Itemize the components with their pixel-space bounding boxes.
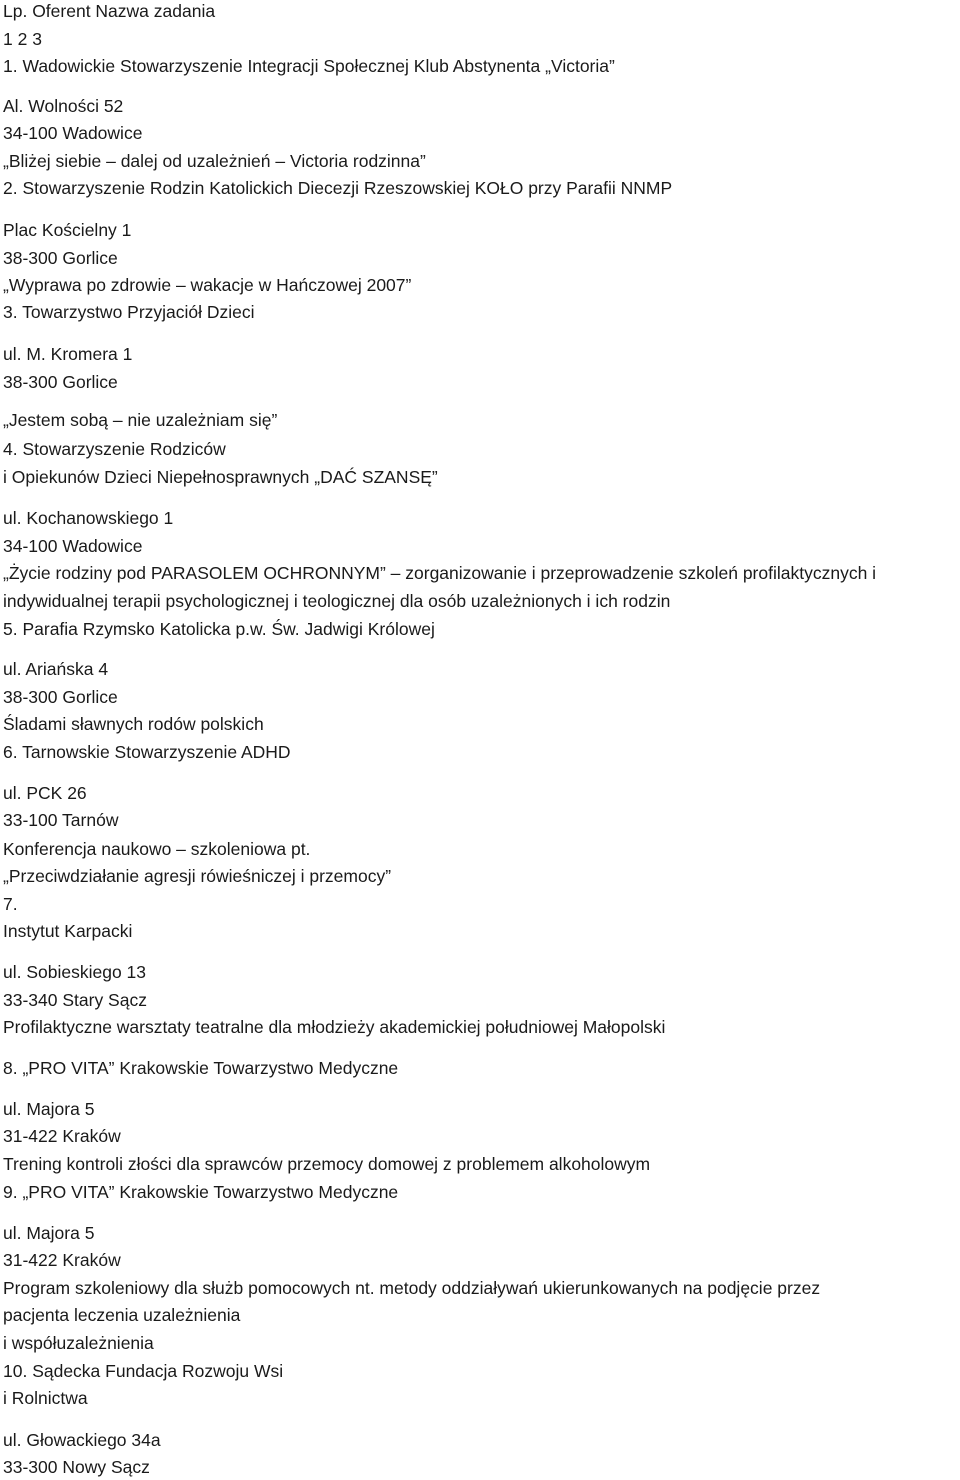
header-columns: Lp. Oferent Nazwa zadania — [3, 1, 216, 21]
entry-6-address-street: ul. PCK 26 — [3, 783, 87, 803]
entry-3-address-street: ul. M. Kromera 1 — [3, 344, 133, 364]
entry-8-title: 8. „PRO VITA” Krakowskie Towarzystwo Medyczne — [3, 1058, 399, 1078]
header-numbers: 1 2 3 — [3, 29, 42, 49]
entry-1-title: 1. Wadowickie Stowarzyszenie Integracji Społecznej Klub Abstynenta „Victoria” — [3, 56, 615, 76]
entry-5-task: Śladami sławnych rodów polskich — [3, 714, 264, 734]
entry-3-title: 3. Towarzystwo Przyjaciół Dzieci — [3, 302, 255, 322]
entry-5-address-city: 38-300 Gorlice — [3, 687, 118, 707]
entry-4-task-line-1: „Życie rodziny pod PARASOLEM OCHRONNYM” – zorganizowanie i przeprowadzenie szkoleń profilaktycznych i — [3, 563, 877, 583]
entry-9-address-street: ul. Majora 5 — [3, 1223, 95, 1243]
entry-2-address-street: Plac Kościelny 1 — [3, 220, 132, 240]
entry-10-title: 10. Sądecka Fundacja Rozwoju Wsi — [3, 1361, 284, 1381]
entry-4-address-city: 34-100 Wadowice — [3, 536, 143, 556]
entry-7-address-street: ul. Sobieskiego 13 — [3, 962, 147, 982]
entry-7-address-city: 33-340 Stary Sącz — [3, 990, 147, 1010]
entry-6-task-line-1: Konferencja naukowo – szkoleniowa pt. — [3, 839, 311, 859]
entry-9-address-city: 31-422 Kraków — [3, 1250, 121, 1270]
entry-9-task-line-1: Program szkoleniowy dla służb pomocowych nt. metody oddziaływań ukierunkowanych na podjęcie przez — [3, 1278, 821, 1298]
entry-6-title: 6. Tarnowskie Stowarzyszenie ADHD — [3, 742, 291, 762]
entry-2-address-city: 38-300 Gorlice — [3, 248, 118, 268]
entry-4-title: 4. Stowarzyszenie Rodziców — [3, 439, 226, 459]
entry-10-title-cont: i Rolnictwa — [3, 1388, 88, 1408]
entry-3-address-city: 38-300 Gorlice — [3, 372, 118, 392]
entry-7-title-cont: Instytut Karpacki — [3, 921, 133, 941]
entry-3-task: „Jestem sobą – nie uzależniam się” — [3, 410, 278, 430]
entry-1-address-street: Al. Wolności 52 — [3, 96, 124, 116]
entry-8-address-city: 31-422 Kraków — [3, 1126, 121, 1146]
entry-4-title-cont: i Opiekunów Dzieci Niepełnosprawnych „DAĆ SZANSĘ” — [3, 467, 438, 487]
entry-9-task-line-2: pacjenta leczenia uzależnienia — [3, 1305, 241, 1325]
entry-1-task: „Bliżej siebie – dalej od uzależnień – Victoria rodzinna” — [3, 151, 426, 171]
entry-7-title: 7. — [3, 894, 18, 914]
entry-8-task: Trening kontroli złości dla sprawców przemocy domowej z problemem alkoholowym — [3, 1154, 651, 1174]
entry-4-task-line-2: indywidualnej terapii psychologicznej i teologicznej dla osób uzależnionych i ich rodzin — [3, 591, 671, 611]
entry-5-title: 5. Parafia Rzymsko Katolicka p.w. Św. Jadwigi Królowej — [3, 619, 435, 639]
entry-10-address-street: ul. Głowackiego 34a — [3, 1430, 161, 1450]
entry-6-task-line-2: „Przeciwdziałanie agresji rówieśniczej i przemocy” — [3, 866, 392, 886]
entry-8-address-street: ul. Majora 5 — [3, 1099, 95, 1119]
entry-5-address-street: ul. Ariańska 4 — [3, 659, 109, 679]
entry-9-task-line-3: i współuzależnienia — [3, 1333, 154, 1353]
entry-7-task: Profilaktyczne warsztaty teatralne dla młodzieży akademickiej południowej Małopolski — [3, 1017, 666, 1037]
entry-6-address-city: 33-100 Tarnów — [3, 810, 119, 830]
entry-9-title: 9. „PRO VITA” Krakowskie Towarzystwo Medyczne — [3, 1182, 399, 1202]
entry-1-address-city: 34-100 Wadowice — [3, 123, 143, 143]
entry-4-address-street: ul. Kochanowskiego 1 — [3, 508, 174, 528]
entry-2-title: 2. Stowarzyszenie Rodzin Katolickich Diecezji Rzeszowskiej KOŁO przy Parafii NNMP — [3, 178, 673, 198]
entry-10-address-city: 33-300 Nowy Sącz — [3, 1457, 150, 1477]
entry-2-task: „Wyprawa po zdrowie – wakacje w Hańczowej 2007” — [3, 275, 412, 295]
